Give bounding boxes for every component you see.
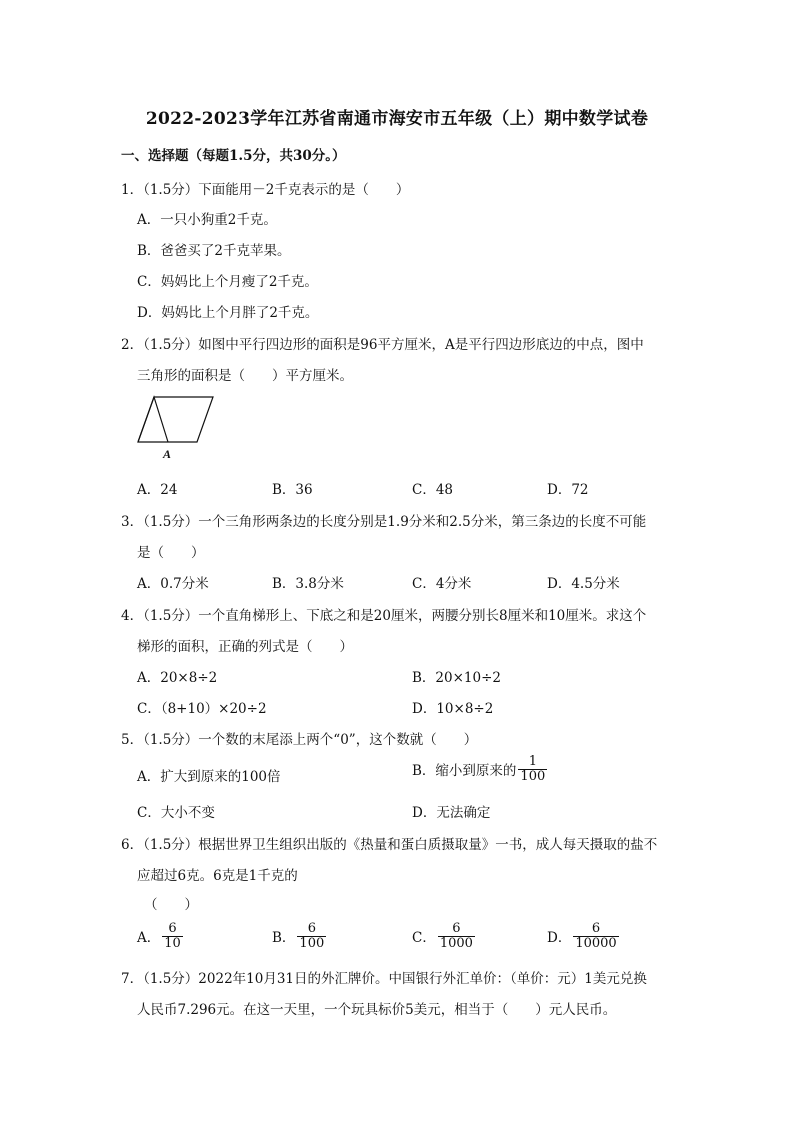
fraction-numerator: 6	[591, 921, 601, 936]
fraction-denominator: 1000	[439, 935, 473, 951]
fraction-numerator: 6	[168, 921, 177, 936]
question-1-option-b: B．爸爸买了2千克苹果。	[137, 243, 291, 259]
question-5-option-b-text: B．缩小到原来的	[412, 763, 517, 780]
question-3-option-d: D．4.5分米	[547, 576, 620, 592]
question-6-stem-line-2: 应超过6克。6克是1千克的	[137, 868, 298, 884]
parallelogram-shape	[138, 397, 213, 442]
question-6-stem-line-1: 6．（1.5分）根据世界卫生组织出版的《热量和蛋白质摄取量》一书，成人每天摄取的盐不	[121, 837, 658, 853]
triangle-shape	[138, 397, 168, 442]
question-6-option-c	[412, 922, 475, 950]
question-6-option-a-fraction	[162, 922, 183, 950]
question-1-option-a: A．一只小狗重2千克。	[137, 212, 277, 228]
question-6-option-a	[137, 922, 183, 950]
question-5-option-c: C．大小不变	[137, 805, 215, 821]
fraction-denominator: 100	[299, 935, 325, 951]
question-1-option-d: D．妈妈比上个月胖了2千克。	[137, 305, 319, 321]
fraction-numerator: 6	[307, 921, 316, 936]
question-6-option-d-fraction	[573, 922, 618, 950]
question-6-option-d	[547, 922, 619, 950]
question-6-stem-line-3: （ ）	[144, 897, 198, 913]
option-letter: C．	[412, 930, 436, 947]
question-1-option-c: C．妈妈比上个月瘦了2千克。	[137, 274, 318, 290]
fraction-denominator: 10000	[575, 935, 617, 951]
parallelogram-diagram	[137, 392, 217, 464]
question-5-option-a: A．扩大到原来的100倍	[137, 769, 281, 785]
question-6-option-b-fraction	[297, 922, 326, 950]
fraction-denominator: 100	[520, 768, 546, 784]
point-a-label: A	[163, 447, 172, 461]
question-3-option-b: B．3.8分米	[272, 576, 344, 592]
question-2-option-c: C．48	[412, 482, 454, 498]
question-2-option-a: A．24	[137, 482, 178, 498]
fraction-numerator: 1	[528, 754, 537, 769]
question-7-stem-line-2: 人民币7.296元。在这一天里，一个玩具标价5美元，相当于（ ）元人民币。	[137, 1002, 617, 1018]
question-2-stem-line-1: 2．（1.5分）如图中平行四边形的面积是96平方厘米，A是平行四边形底边的中点，图中	[121, 337, 644, 353]
question-6-option-c-fraction	[438, 922, 475, 950]
question-4-option-c: C．（8+10）×20÷2	[137, 701, 267, 717]
question-4-option-a: A．20×8÷2	[137, 670, 218, 686]
option-letter: B．	[272, 930, 296, 947]
question-4-stem-line-2: 梯形的面积，正确的列式是（ ）	[137, 639, 353, 655]
question-3-stem-line-1: 3．（1.5分）一个三角形两条边的长度分别是1.9分米和2.5分米，第三条边的长度不可能	[121, 514, 647, 530]
question-1-stem: 1．（1.5分）下面能用－2千克表示的是（ ）	[121, 182, 410, 198]
question-6-option-b	[272, 922, 326, 950]
fraction-denominator: 10	[164, 935, 181, 951]
page-title: 2022-2023学年江苏省南通市海安市五年级（上）期中数学试卷	[145, 109, 649, 129]
option-letter: A．	[137, 930, 161, 947]
parallelogram-figure	[137, 392, 217, 468]
question-7-stem-line-1: 7．（1.5分）2022年10月31日的外汇牌价。中国银行外汇单价：（单价：元）1美元兑换	[121, 971, 647, 987]
question-4-option-b: B．20×10÷2	[412, 670, 501, 686]
question-4-option-d: D．10×8÷2	[412, 701, 494, 717]
question-2-option-d: D．72	[547, 482, 589, 498]
section-heading: 一、选择题（每题1.5分，共30分。）	[121, 148, 346, 164]
question-5-stem: 5．（1.5分）一个数的末尾添上两个“0”，这个数就（ ）	[121, 732, 478, 748]
option-letter: D．	[547, 930, 572, 947]
question-3-stem-line-2: 是（ ）	[137, 545, 205, 561]
question-5-option-b-fraction	[518, 755, 547, 783]
question-5-option-d: D．无法确定	[412, 805, 491, 821]
question-2-option-b: B．36	[272, 482, 313, 498]
fraction-numerator: 6	[452, 921, 461, 936]
question-3-option-c: C．4分米	[412, 576, 472, 592]
question-3-option-a: A．0.7分米	[137, 576, 209, 592]
question-4-stem-line-1: 4．（1.5分）一个直角梯形上、下底之和是20厘米，两腰分别长8厘米和10厘米。求这个	[121, 608, 647, 624]
question-2-stem-line-2: 三角形的面积是（ ）平方厘米。	[137, 368, 353, 384]
question-5-option-b	[412, 755, 547, 783]
